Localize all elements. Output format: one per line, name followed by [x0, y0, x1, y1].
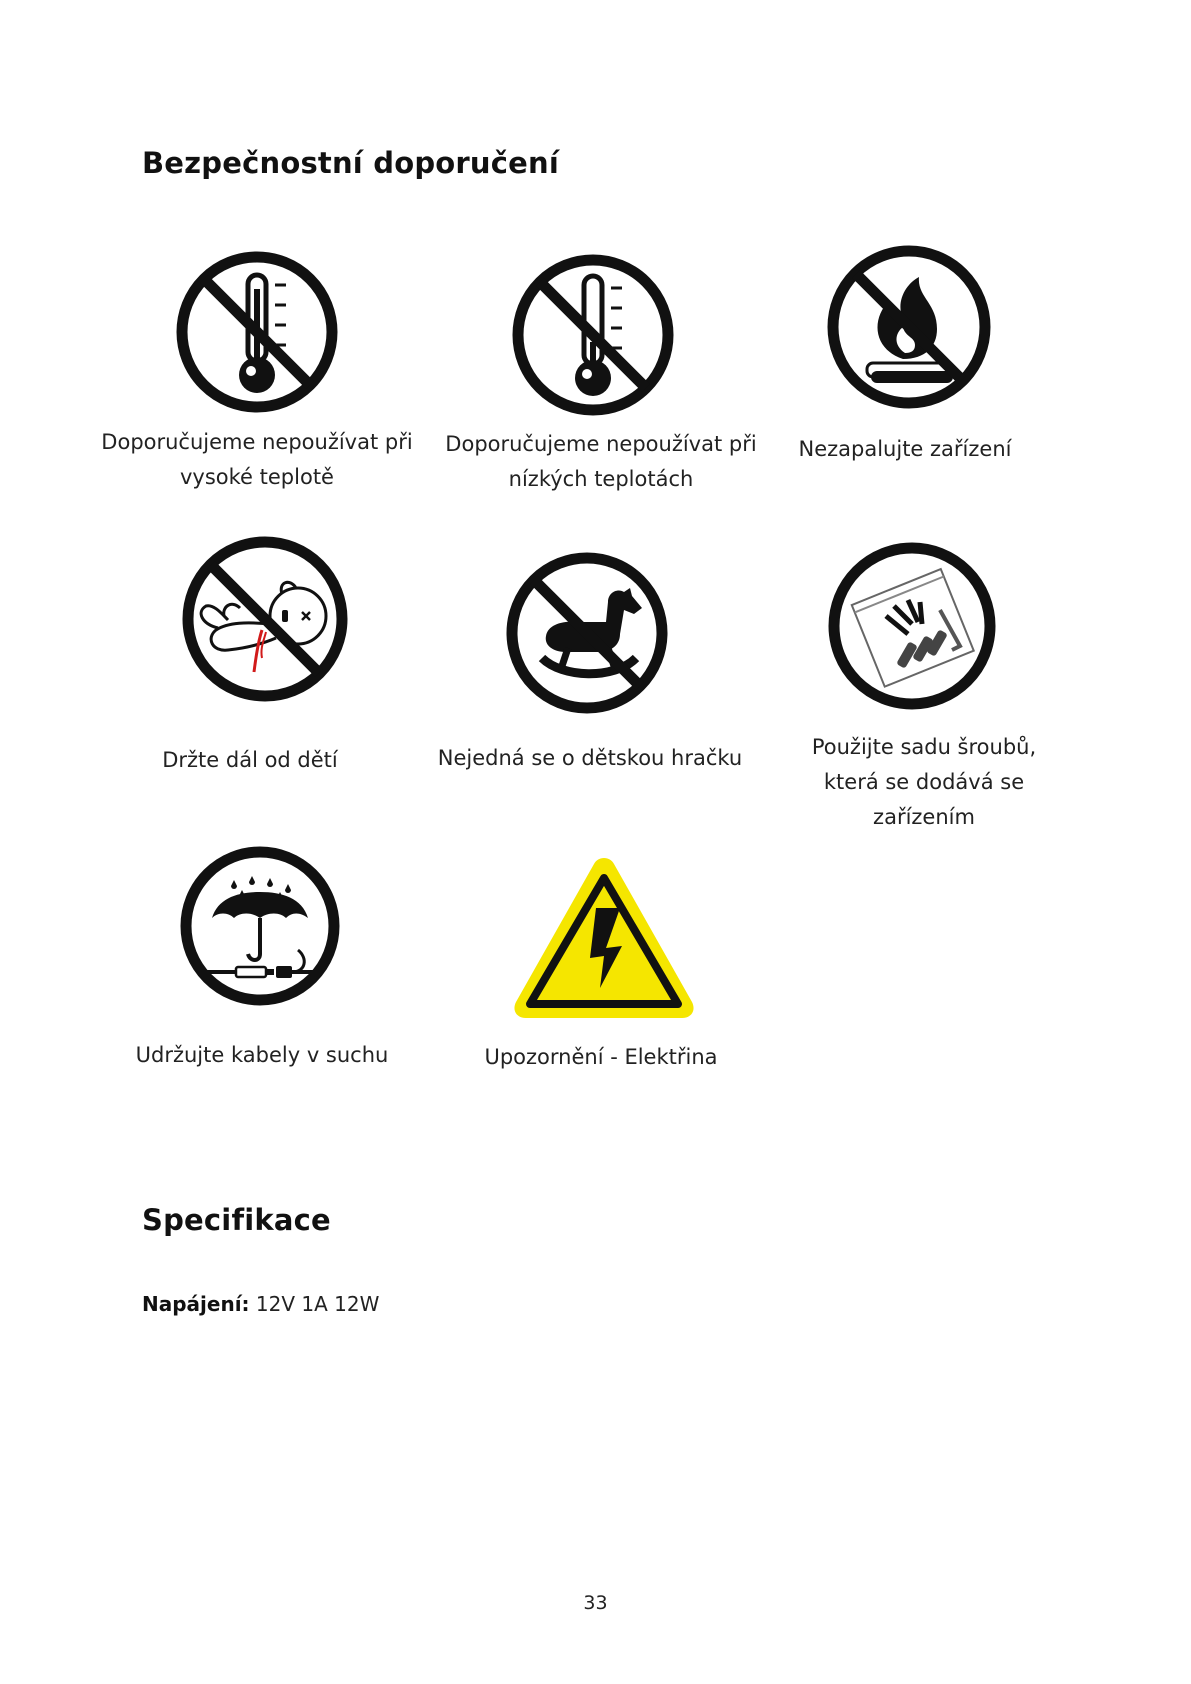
caption-line: Nejedná se o dětskou hračku: [437, 746, 743, 770]
caption-line: Doporučujeme nepoužívat při: [445, 432, 757, 456]
caption-children: [100, 743, 400, 778]
keep-cables-dry-icon: [176, 842, 344, 1010]
page-number: 33: [583, 1592, 608, 1614]
caption-line: která se dodává se: [823, 770, 1025, 794]
caption-low-temperature: [436, 427, 766, 497]
no-low-temperature-icon: [508, 250, 678, 420]
screw-kit-icon: [824, 538, 1000, 714]
caption-line: nízkých teplotách: [508, 467, 694, 491]
caption-cables-dry: [112, 1038, 412, 1073]
no-high-temperature-icon: [172, 247, 342, 417]
caption-screw-kit: [774, 730, 1074, 835]
caption-line: Použijte sadu šroubů,: [811, 735, 1037, 759]
caption-high-temperature: [92, 425, 422, 495]
caption-no-fire: [760, 432, 1050, 467]
caption-electricity: [446, 1040, 756, 1075]
caption-line: Nezapalujte zařízení: [798, 437, 1012, 461]
caption-line: zařízením: [873, 805, 975, 829]
electricity-warning-icon: [508, 852, 700, 1024]
caption-line: Držte dál od dětí: [162, 748, 338, 772]
caption-line: Doporučujeme nepoužívat při: [101, 430, 413, 454]
specs-heading: Specifikace: [142, 1203, 331, 1237]
power-value: 12V 1A 12W: [255, 1292, 380, 1316]
caption-not-a-toy: [420, 741, 760, 776]
power-label: Napájení:: [142, 1292, 250, 1316]
power-spec: [142, 1292, 379, 1316]
not-a-toy-icon: [502, 548, 672, 718]
keep-away-from-children-icon: [178, 532, 352, 706]
safety-heading: Bezpečnostní doporučení: [142, 146, 560, 180]
caption-line: Upozornění - Elektřina: [484, 1045, 718, 1069]
caption-line: Udržujte kabely v suchu: [135, 1043, 389, 1067]
caption-line: vysoké teplotě: [180, 465, 334, 489]
no-fire-icon: [823, 241, 995, 413]
